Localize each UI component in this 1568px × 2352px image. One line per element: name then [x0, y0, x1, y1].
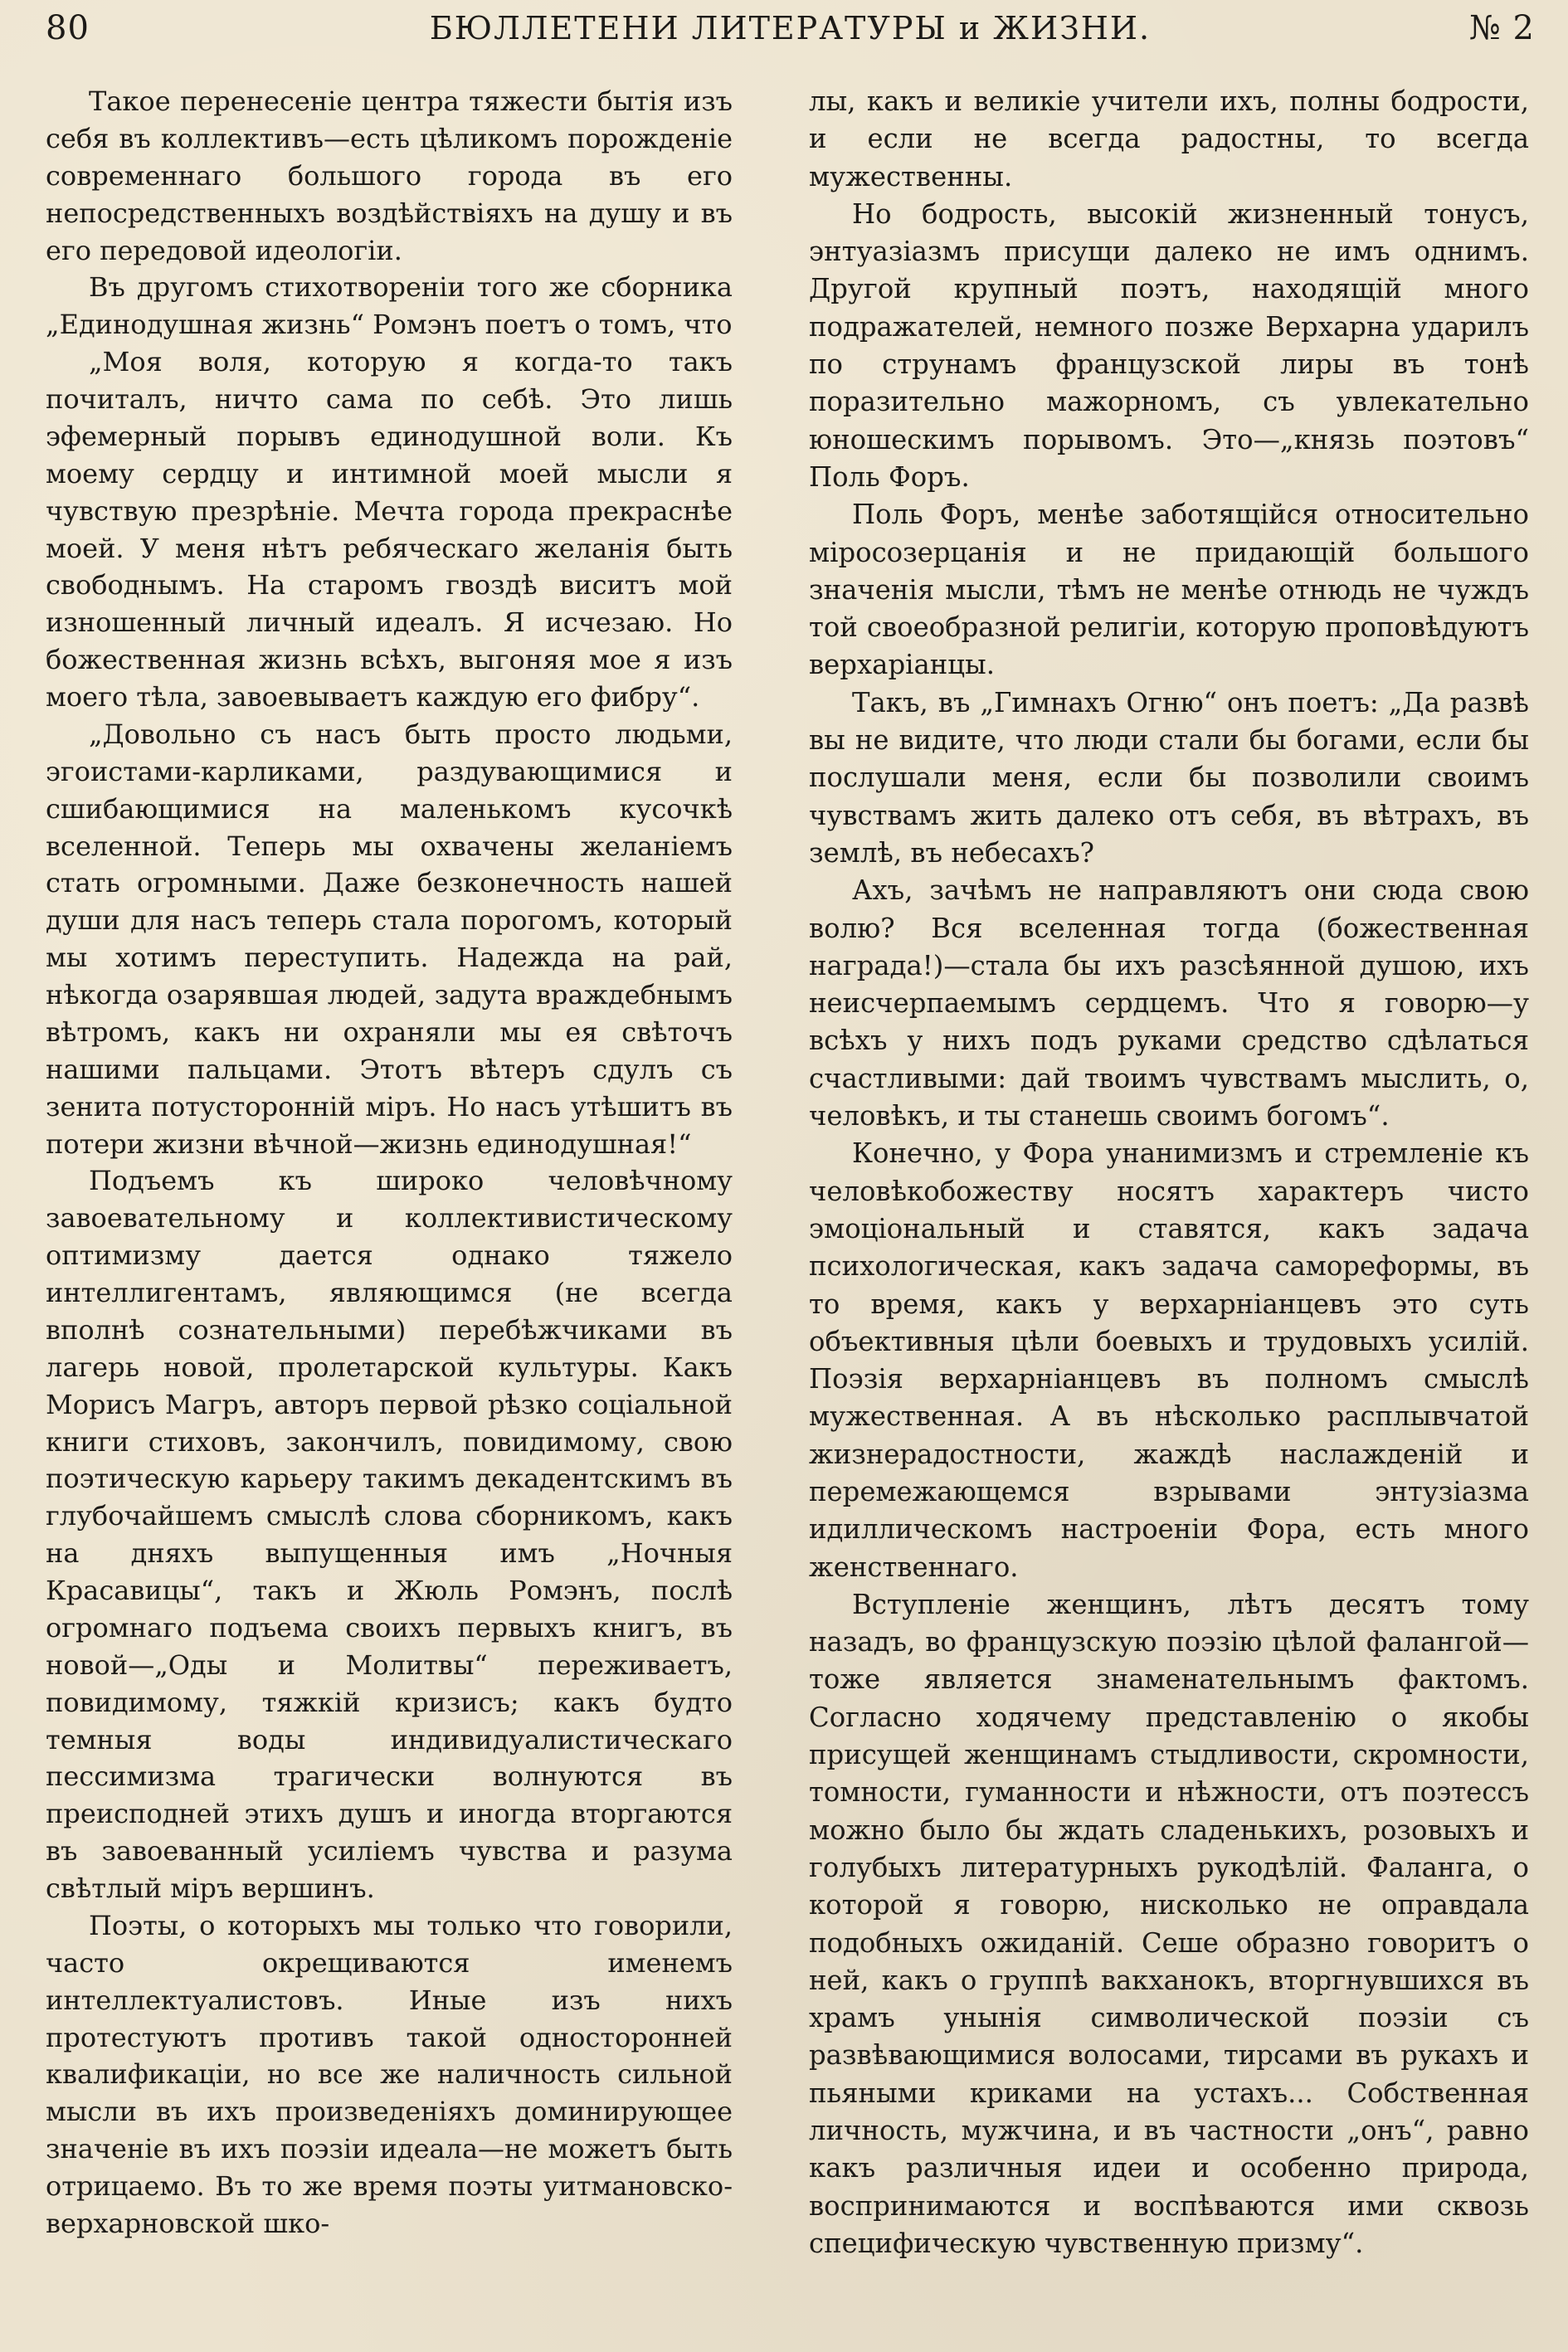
- paragraph: Поль Форъ, менѣе заботящійся относительно міросозерцанія и не придающій большого значенія мысли, тѣмъ не менѣе отнюдь не чуждъ той своеобразной религіи, которую проповѣдуютъ верхарiанцы.: [809, 499, 1529, 681]
- left-column: [46, 83, 733, 2242]
- paragraph-continuation: лы, какъ и великіе учители ихъ, полны бодрости, и если не всегда радостны, то всегда мужественны.: [809, 85, 1529, 192]
- issue-number: № 2: [1468, 9, 1535, 47]
- quote-paragraph: „Моя воля, которую я когда-то такъ почиталъ, ничто сама по себѣ. Это лишь эфемерный порывъ единодушной воли. Къ моему сердцу и интимной моей мысли я чувствую презрѣніе. Мечта города прекраснѣе моей. У меня нѣтъ ребяческаго желанія быть свободнымъ. На старомъ гвоздѣ виситъ мой изношенный личный идеалъ. Я исчезаю. Но божественная жизнь всѣхъ, выгоняя мое я изъ моего тѣла, завоевываетъ каждую его фибру“.: [46, 346, 733, 713]
- paragraph: Вступленіе женщинъ, лѣтъ десятъ тому назадъ, во французскую поэзію цѣлой фалангой—тоже является знаменательнымъ фактомъ. Согласно ходячему представленію о якобы присущей женщинамъ стыдливости, скромности, томности, гуманности и нѣжности, отъ поэтессъ можно было бы ждать сладенькихъ, розовыхъ и голубыхъ литературныхъ рукодѣлій. Фаланга, о которой я говорю, нисколько не оправдала подобныхъ ожиданій. Сеше образно говоритъ о ней, какъ о группѣ вакханокъ, вторгнувшихся въ храмъ унынія символической поэзіи съ развѣвающимися волосами, тирсами въ рукахъ и пьяными криками на устахъ... Собственная личность, мужчина, и въ частности „онъ“, равно какъ различныя идеи и особенно природа, воспринимаются и воспѣваются ими сквозь специфическую чувственную призму“.: [809, 1588, 1529, 2259]
- paragraph: Въ другомъ стихотвореніи того же сборника „Единодушная жизнь“ Ромэнъ поетъ о томъ, что: [46, 271, 733, 341]
- paragraph: Подъемъ къ широко человѣчному завоевательному и коллективистическому оптимизму дается однако тяжело интеллигентамъ, являющимся (не всегда вполнѣ сознательными) перебѣжчиками въ лагерь новой, пролетарской культуры. Какъ Морисъ Магръ, авторъ первой рѣзко соціальной книги стиховъ, закончилъ, повидимому, свою поэтическую карьеру такимъ декадентскимъ въ глубочайшемъ смыслѣ слова сборникомъ, какъ на дняхъ выпущенныя имъ „Ночныя Красавицы“, такъ и Жюль Ромэнъ, послѣ огромнаго подъема своихъ первыхъ книгъ, въ новой—„Оды и Молитвы“ переживаетъ, повидимому, тяжкій кризисъ; какъ будто темныя воды индивидуалистическаго пессимизма трагически волнуются въ преисподней этихъ душъ и иногда вторгаются въ завоеванный усиліемъ чувства и разума свѣтлый міръ вершинъ.: [46, 1165, 733, 1904]
- column-divider: [760, 83, 762, 2323]
- journal-title: БЮЛЛЕТЕНИ ЛИТЕРАТУРЫ и ЖИЗНИ.: [429, 10, 1152, 46]
- quote-paragraph: Такъ, въ „Гимнахъ Огню“ онъ поетъ: „Да развѣ вы не видите, что люди стали бы богами, если бы послушали меня, если бы позволили своимъ чувствамъ жить далеко отъ себя, въ вѣтрахъ, въ землѣ, въ небесахъ?: [809, 686, 1529, 869]
- quote-paragraph: „Довольно съ насъ быть просто людьми, эгоистами-карликами, раздувающимися и сшибающимися на маленькомъ кусочкѣ вселенной. Теперь мы охвачены желаніемъ стать огромными. Даже безконечность нашей души для насъ теперь стала порогомъ, который мы хотимъ переступить. Надежда на рай, нѣкогда озарявшая людей, задута враждебнымъ вѣтромъ, какъ ни охраняли мы ея свѣточъ нашими пальцами. Этотъ вѣтеръ сдулъ съ зенита потусторонній міръ. Но насъ утѣшитъ въ потери жизни вѣчной—жизнь единодушная!“: [46, 718, 733, 1160]
- paragraph: Поэты, о которыхъ мы только что говорили, часто окрещиваются именемъ интеллектуалистовъ. Иные изъ нихъ протестуютъ противъ такой односторонней квалификаціи, но все же наличность сильной мысли въ ихъ произведеніяхъ доминирующее значеніе въ ихъ поэзіи идеала—не можетъ быть отрицаемо. Въ то же время поэты уитмановско-верхарновской шко-: [46, 1909, 733, 2239]
- quote-paragraph: Ахъ, зачѣмъ не направляютъ они сюда свою волю? Вся вселенная тогда (божественная награда!)—стала бы ихъ разсѣянной душою, ихъ неисчерпаемымъ сердцемъ. Что я говорю—у всѣхъ у нихъ подъ руками средство сдѣлаться счастливыми: дай твоимъ чувствамъ мыслить, о, человѣкъ, и ты станешь своимъ богомъ“.: [809, 874, 1529, 1132]
- paragraph: Конечно, у Фора унанимизмъ и стремленіе къ человѣкобожеству носятъ характеръ чисто эмоціональный и ставятся, какъ задача психологическая, какъ задача самореформы, въ то время, какъ у верхарніанцевъ это суть объективныя цѣли боевыхъ и трудовыхъ усилій. Поэзія верхарніанцевъ въ полномъ смыслѣ мужественная. А въ нѣсколько расплывчатой жизнерадостности, жаждѣ наслажденій и перемежающемся взрывами энтузіазма идиллическомъ настроеніи Фора, есть много женственнаго.: [809, 1137, 1529, 1583]
- paragraph: Такое перенесеніе центра тяжести бытія изъ себя въ коллективъ—есть цѣликомъ порожденіе современнаго большого города въ его непосредственныхъ воздѣйствіяхъ на душу и въ его передовой идеологіи.: [46, 85, 733, 266]
- page-number: 80: [46, 9, 90, 47]
- paragraph: Но бодрость, высокій жизненный тонусъ, энтуазіазмъ присущи далеко не имъ однимъ. Другой крупный поэтъ, находящій много подражателей, немного позже Верхарна ударилъ по струнамъ французской лиры въ тонѣ поразительно мажорномъ, съ увлекательно юношескимъ порывомъ. Это—„князь поэтовъ“ Поль Форъ.: [809, 197, 1529, 493]
- running-header: [46, 3, 1535, 53]
- right-column: [809, 83, 1529, 2262]
